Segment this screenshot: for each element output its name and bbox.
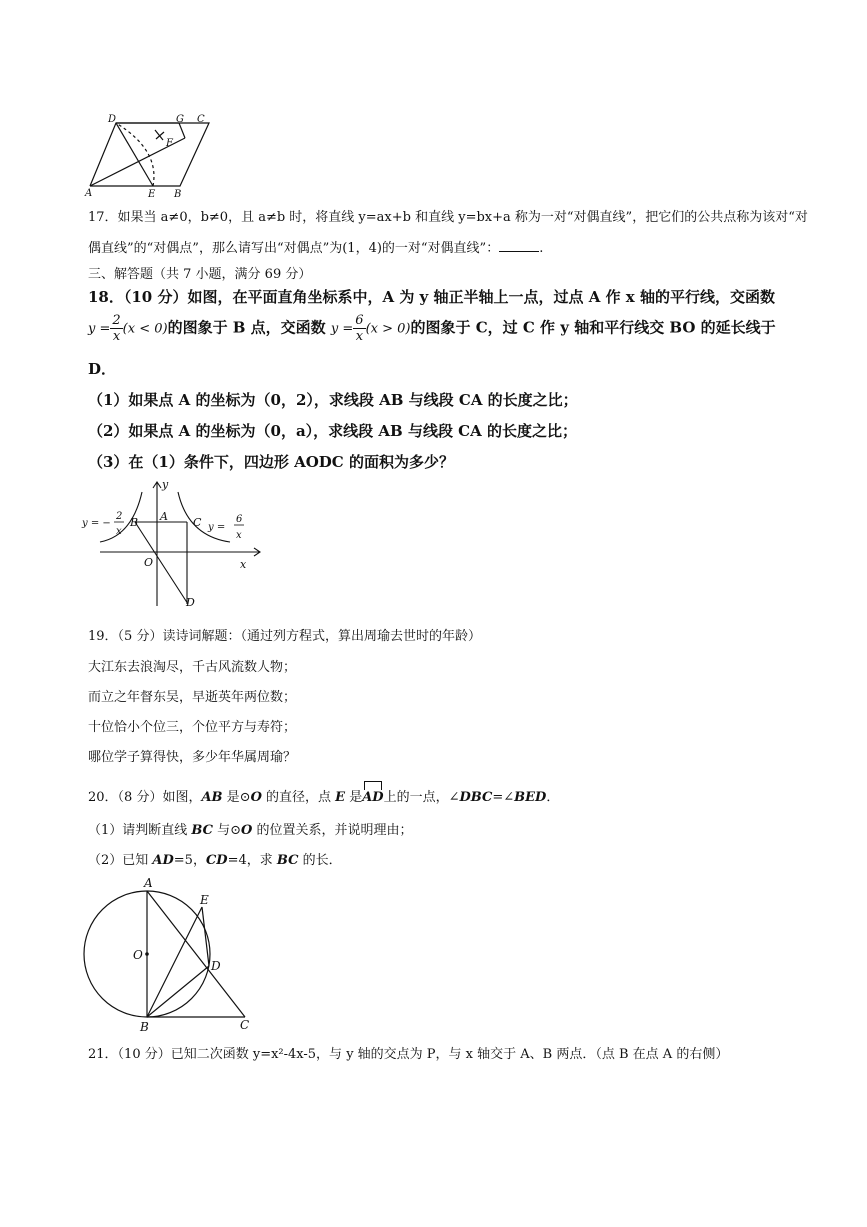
q20-s4: 上的一点，∠ [383, 790, 460, 805]
func2-lhs: y = [330, 321, 354, 337]
arc-symbol [364, 781, 382, 790]
left-function-den: x [116, 526, 122, 537]
poem-line-4: 哪位学子算得快，多少年华属周瑜？ [88, 750, 297, 765]
label-b: B [174, 189, 182, 198]
q18-part1: （1）如果点 A 的坐标为（0，2），求线段 AB 与线段 CA 的长度之比； [88, 391, 578, 409]
left-function-lhs: y = − [82, 518, 111, 529]
origin-label: O [144, 556, 154, 569]
q18-part3: （3）在（1）条件下，四边形 AODC 的面积为多少？ [88, 453, 454, 471]
arc-ad [362, 790, 383, 805]
q17-line2 [88, 237, 543, 256]
q20-o: O [250, 790, 262, 805]
q18-part2: （2）如果点 A 的坐标为（0，a），求线段 AB 与线段 CA 的长度之比； [88, 422, 577, 440]
y-axis-label: y [162, 478, 169, 491]
q20-p2a: （2）已知 [88, 853, 153, 868]
poem-line-3: 十位恰小个位三，个位平方与寿符； [88, 720, 297, 735]
q20-p2e: =4，求 [227, 853, 277, 868]
q18-line2-end: 的图象于 C，过 C 作 y 轴和平行线交 BO 的延长线于 [410, 318, 776, 337]
coordinate-figure [80, 474, 270, 614]
q17-line1: 17．如果当 a≠0，b≠0，且 a≠b 时，将直线 y=ax+b 和直线 y=bx+a 称为一对“对偶直线”，把它们的公共点称为该对“对 [88, 210, 808, 225]
circle-label-c: C [240, 1018, 250, 1032]
q20-p2d: CD [205, 853, 228, 868]
q20-p2b: AD [152, 853, 174, 868]
q20-p1c: 与⊙ [212, 823, 242, 838]
label-g: G [176, 114, 184, 125]
q20-p1d: O [241, 823, 253, 838]
answer-blank[interactable] [499, 239, 539, 252]
func1-num: 2 [112, 313, 121, 328]
q20-p1a: （1）请判断直线 [88, 823, 192, 838]
q20-s6: ． [546, 790, 560, 805]
label-d: D [108, 114, 117, 125]
q20-e: E [335, 790, 346, 805]
q20-s5: =∠ [492, 790, 515, 805]
point-a-label: A [160, 510, 168, 523]
q20-part2 [88, 849, 342, 868]
left-function-num: 2 [116, 511, 123, 522]
func1-den: x [112, 329, 121, 344]
circle-label-e: E [200, 893, 209, 907]
q21-line1: 21．（10 分）已知二次函数 y=x²-4x-5，与 y 轴的交点为 P，与 x 轴交于 A、B 两点．（点 B 在点 A 的右侧） [88, 1047, 729, 1062]
label-a: A [85, 188, 93, 198]
point-d-label: D [186, 596, 195, 609]
q20-prefix: 20．（8 分）如图， [88, 790, 202, 805]
q20-bed: BED [514, 790, 547, 805]
circle-label-a: A [144, 876, 153, 890]
q18-line3: D． [88, 360, 117, 378]
q20-p1e: 的位置关系，并说明理由； [252, 823, 413, 838]
q20-ab: AB [201, 790, 223, 805]
circle-figure [80, 873, 260, 1038]
point-c-label: C [193, 516, 202, 529]
q20-p1b: BC [191, 823, 213, 838]
q19-line1: 19．（5 分）读诗词解题：（通过列方程式，算出周瑜去世时的年龄） [88, 629, 481, 644]
q17-line2-text: 偶直线”的“对偶点”，那么请写出“对偶点”为(1，4)的一对“对偶直线”： [88, 241, 500, 256]
q20-line1 [88, 786, 559, 805]
poem-line-2: 而立之年督东吴，早逝英年两位数； [88, 690, 297, 705]
q18-line2 [88, 313, 776, 344]
func2-den: x [355, 329, 364, 344]
label-e: E [148, 189, 156, 198]
right-function-den: x [236, 530, 242, 541]
circle-label-o: O [133, 948, 143, 962]
func1-cond: (x < 0) [122, 321, 168, 337]
right-function-num: 6 [236, 514, 243, 525]
circle-label-b: B [140, 1020, 149, 1034]
func2-num: 6 [355, 313, 364, 328]
q17-line2-end: . [539, 241, 544, 256]
q20-p2g: 的长． [298, 853, 342, 868]
func1-lhs: y = [88, 321, 111, 337]
arc-ad-text: AD [362, 790, 384, 805]
label-f: F [166, 138, 173, 149]
q18-line1: 18．（10 分）如图，在平面直角坐标系中，A 为 y 轴正半轴上一点，过点 A 作 x 轴的平行线，交函数 [88, 288, 775, 306]
circle-label-d: D [211, 959, 221, 973]
section-heading: 三、解答题（共 7 小题，满分 69 分） [88, 267, 312, 282]
x-axis-label: x [240, 558, 247, 571]
right-function-lhs: y = [208, 522, 226, 533]
q20-s1: 是⊙ [222, 790, 251, 805]
parallelogram-figure [80, 112, 220, 198]
func2-cond: (x > 0) [365, 321, 411, 337]
q20-s3: 是 [345, 790, 363, 805]
point-b-label: B [130, 516, 139, 529]
q20-part1 [88, 819, 412, 838]
q20-s2: 的直径，点 [261, 790, 336, 805]
poem-line-1: 大江东去浪淘尽，千古风流数人物； [88, 660, 297, 675]
q20-dbc: DBC [459, 790, 493, 805]
q20-p2f: BC [276, 853, 299, 868]
q18-line2-mid: 的图象于 B 点，交函数 [167, 318, 326, 337]
q20-p2c: =5， [173, 853, 206, 868]
func2-fraction [353, 313, 365, 344]
label-c: C [197, 114, 205, 125]
func1-fraction [110, 313, 122, 344]
